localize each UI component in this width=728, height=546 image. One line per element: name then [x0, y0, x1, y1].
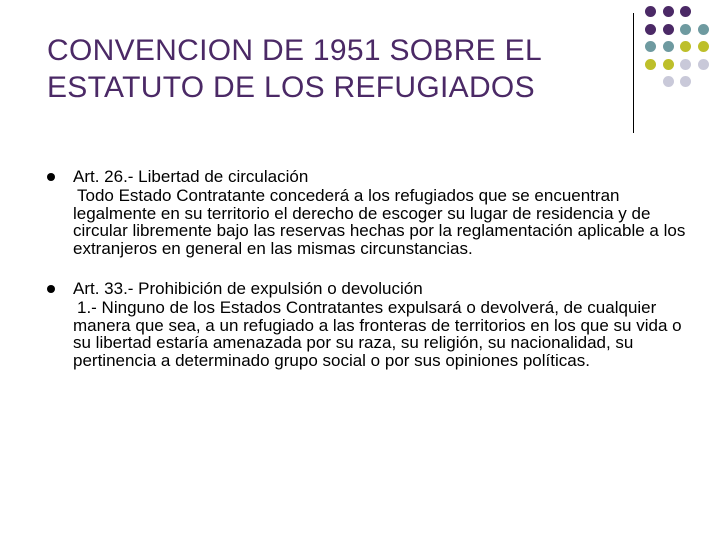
bullet-body-text: Todo Estado Contratante concederá a los refugiados que se encuentran legalmente en su territorio el derecho de escoger su lugar de residencia y de circular libremente bajo las reservas hechas por la reglamentación aplicable a los extranjeros en general en las mismas circunstancias. [73, 186, 686, 258]
decorative-dot [645, 24, 656, 35]
decorative-dot [663, 24, 674, 35]
bullet-article-26 [47, 167, 687, 257]
decorative-dot [663, 41, 674, 52]
decorative-dot [680, 76, 691, 87]
decorative-dot [663, 76, 674, 87]
bullet-heading: Art. 26.- Libertad de circulación [73, 167, 309, 186]
decorative-dot [680, 59, 691, 70]
decorative-dot [680, 6, 691, 17]
decorative-dot [698, 41, 709, 52]
bullet-article-33 [47, 279, 687, 369]
decorative-dot-grid [645, 6, 725, 126]
slide-title: CONVENCION DE 1951 SOBRE EL ESTATUTO DE LOS REFUGIADOS [47, 34, 542, 104]
bullet-icon [47, 285, 55, 293]
decorative-dot [698, 24, 709, 35]
title-divider-line [633, 13, 634, 133]
slide-content [47, 167, 687, 391]
decorative-dot [645, 6, 656, 17]
bullet-icon [47, 173, 55, 181]
bullet-heading: Art. 33.- Prohibición de expulsión o devolución [73, 279, 423, 298]
decorative-dot [698, 59, 709, 70]
decorative-dot [680, 41, 691, 52]
decorative-dot [680, 24, 691, 35]
decorative-dot [645, 59, 656, 70]
decorative-dot [663, 59, 674, 70]
bullet-body-text: 1.- Ninguno de los Estados Contratantes expulsará o devolverá, de cualquier manera que sea, a un refugiado a las fronteras de territorios en los que su vida o su libertad estaría amenazada por su raza, su religión, su nacionalidad, su pertinencia a determinado grupo social o por sus opiniones políticas. [73, 298, 682, 370]
decorative-dot [645, 41, 656, 52]
decorative-dot [663, 6, 674, 17]
